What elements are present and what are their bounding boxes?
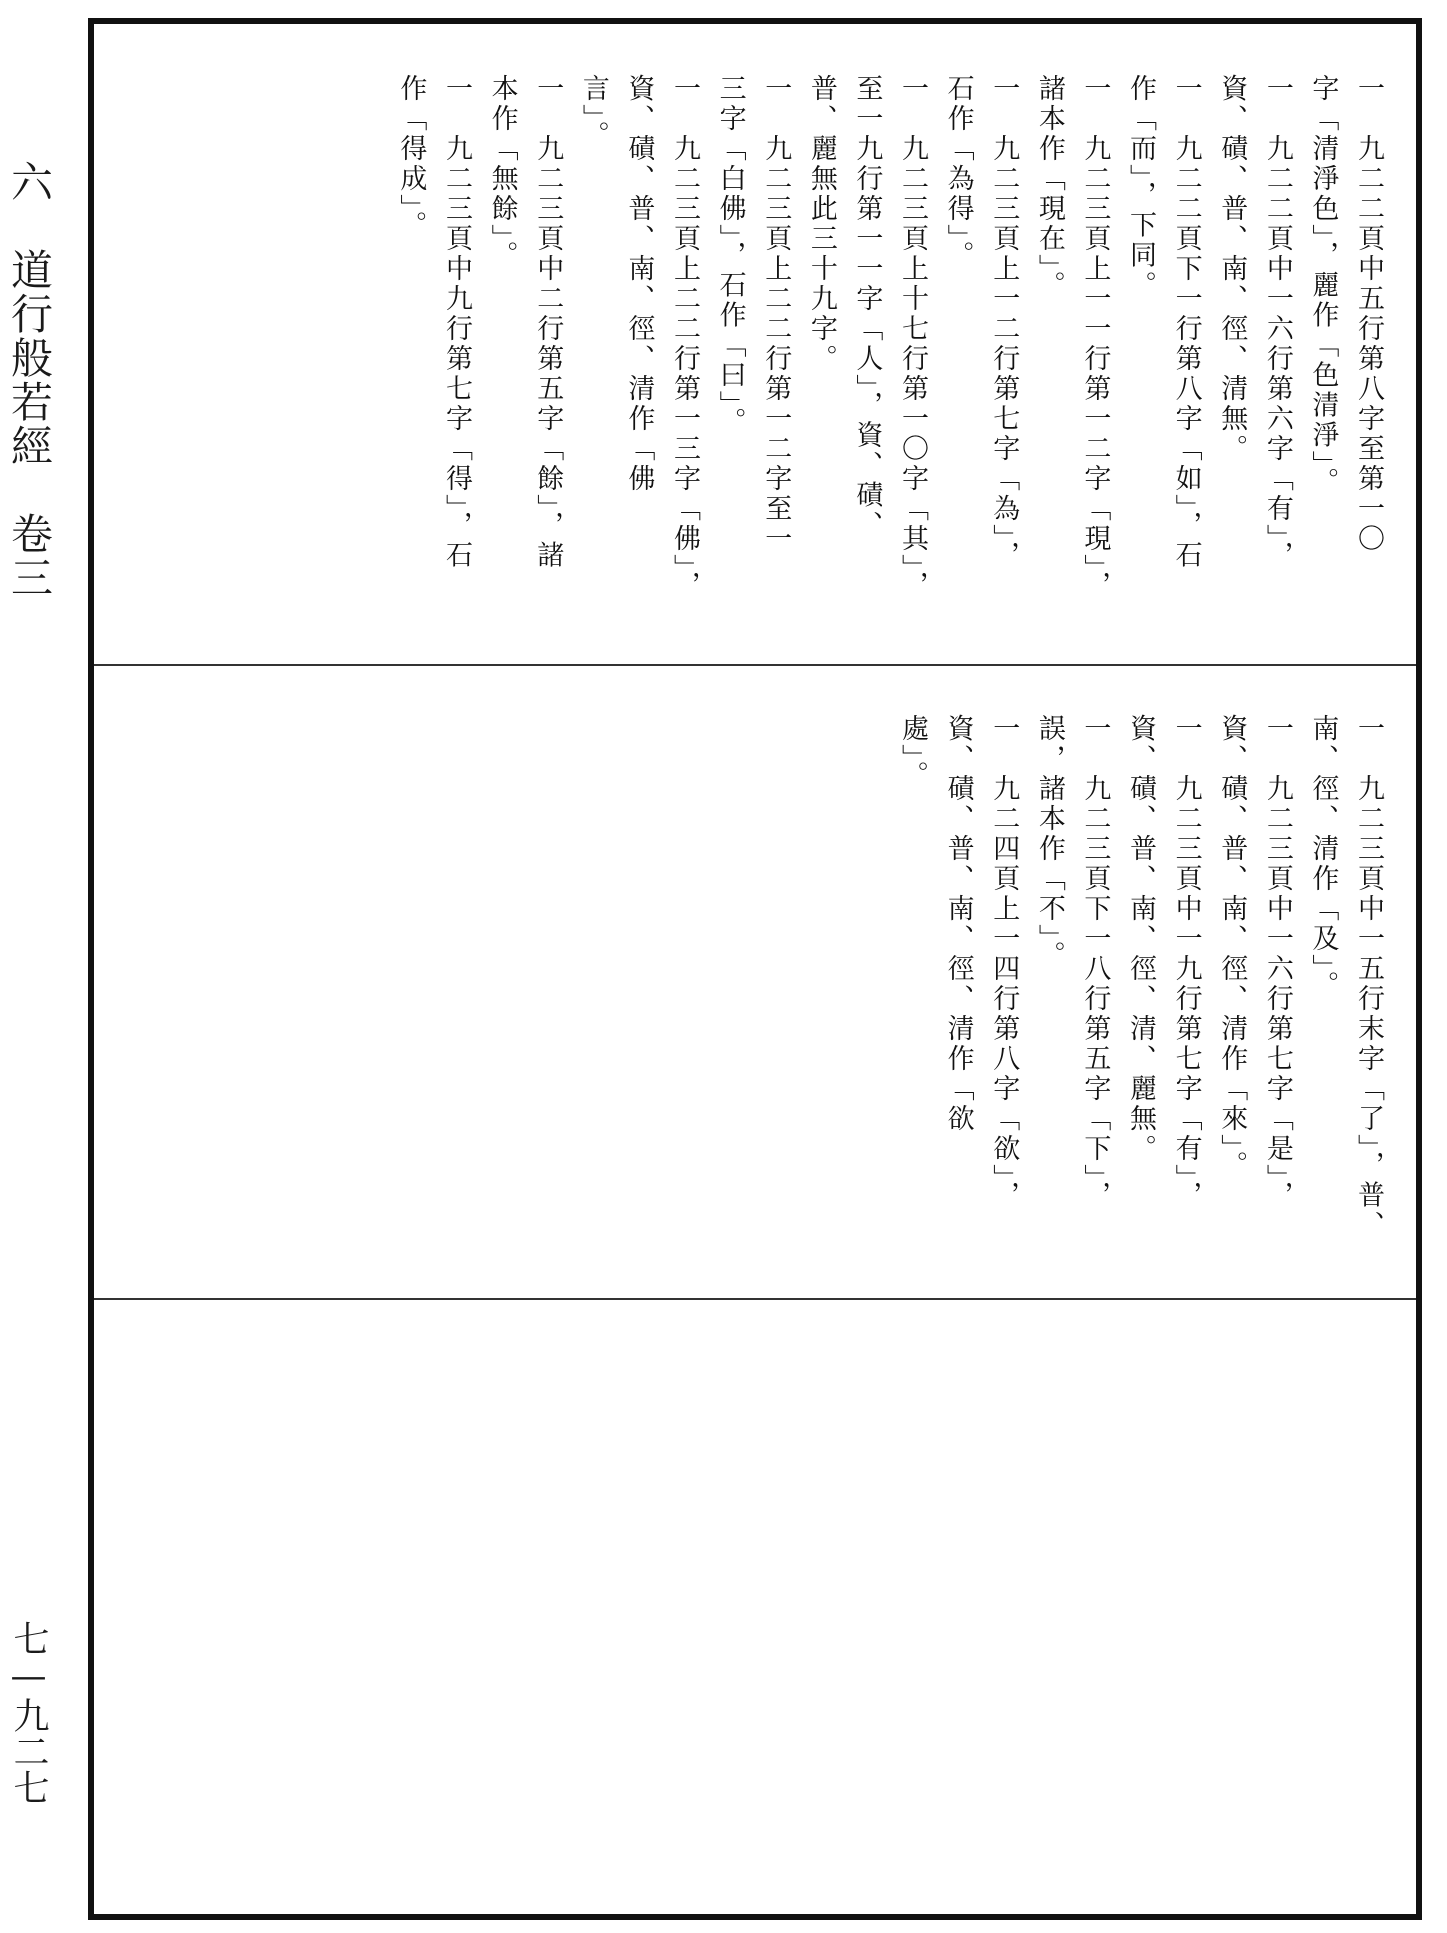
- note-column: 本作「無餘」。: [486, 74, 518, 271]
- page-number: 七—九二七: [8, 1620, 49, 1805]
- note-column: 一 九二二頁中一六行第六字「有」，: [1261, 74, 1293, 571]
- note-column: 三字「白佛」，石作「曰」。: [714, 74, 746, 437]
- notes-section-lower: [94, 714, 1416, 1284]
- note-column: 資、磧、普、南、徑、清、麗無。: [1125, 714, 1156, 1164]
- section-divider: [94, 664, 1416, 666]
- note-column: 一 九二三頁中一九行第七字「有」，: [1170, 714, 1202, 1211]
- note-column: 普、麗無此三十九字。: [805, 74, 837, 374]
- note-column: 誤，諸本作「不」。: [1033, 714, 1065, 971]
- margin-title: 六 道行般若經 卷三: [5, 160, 54, 600]
- note-column: 南、徑、清作「及」。: [1307, 714, 1339, 1001]
- note-column: 一 九二二頁下一行第八字「如」，石: [1170, 74, 1202, 571]
- note-column: 一 九二三頁中九行第七字「得」，石: [441, 74, 472, 571]
- note-column: 作「而」，下同。: [1125, 74, 1156, 301]
- note-column: 資、磧、普、南、徑、清無。: [1216, 74, 1248, 464]
- note-column: 一 九二三頁中一五行末字「了」，普、: [1353, 714, 1384, 1241]
- note-column: 一 九二三頁上二二行第一二字至一: [760, 74, 792, 554]
- note-column: 石作「為得」。: [942, 74, 974, 271]
- note-column: 一 九二四頁上一四行第八字「欲」，: [988, 714, 1020, 1211]
- note-column: 一 九二三頁下一八行第五字「下」，: [1079, 714, 1111, 1211]
- note-column: 一 九二三頁上十七行第一〇字「其」，: [897, 74, 928, 601]
- note-column: 字「清淨色」，麗作「色清淨」。: [1307, 74, 1339, 497]
- note-column: 言」。: [577, 74, 609, 151]
- note-column: 至一九行第一一字「人」，資、磧、: [851, 74, 883, 541]
- note-column: 資、磧、普、南、徑、清作「來」。: [1216, 714, 1248, 1181]
- notes-section-upper: [94, 74, 1416, 654]
- note-column: 一 九二三頁上二二行第一三字「佛」，: [669, 74, 700, 601]
- note-column: 一 九二三頁中一六行第七字「是」，: [1261, 714, 1293, 1211]
- page-frame: [88, 18, 1422, 1920]
- note-column: 作「得成」。: [395, 74, 427, 241]
- note-column: 資、磧、普、南、徑、清作「佛: [623, 74, 655, 494]
- note-column: 一 九二三頁上一二行第七字「為」，: [988, 74, 1020, 571]
- note-column: 處」。: [897, 714, 928, 791]
- note-column: 資、磧、普、南、徑、清作「欲: [942, 714, 974, 1134]
- note-column: 一 九二三頁中二行第五字「餘」，諸: [532, 74, 564, 571]
- note-column: 諸本作「現在」。: [1033, 74, 1065, 301]
- note-column: 一 九二三頁上一一行第一二字「現」，: [1079, 74, 1111, 601]
- section-divider: [94, 1298, 1416, 1300]
- note-column: 一 九二二頁中五行第八字至第一〇: [1353, 74, 1384, 554]
